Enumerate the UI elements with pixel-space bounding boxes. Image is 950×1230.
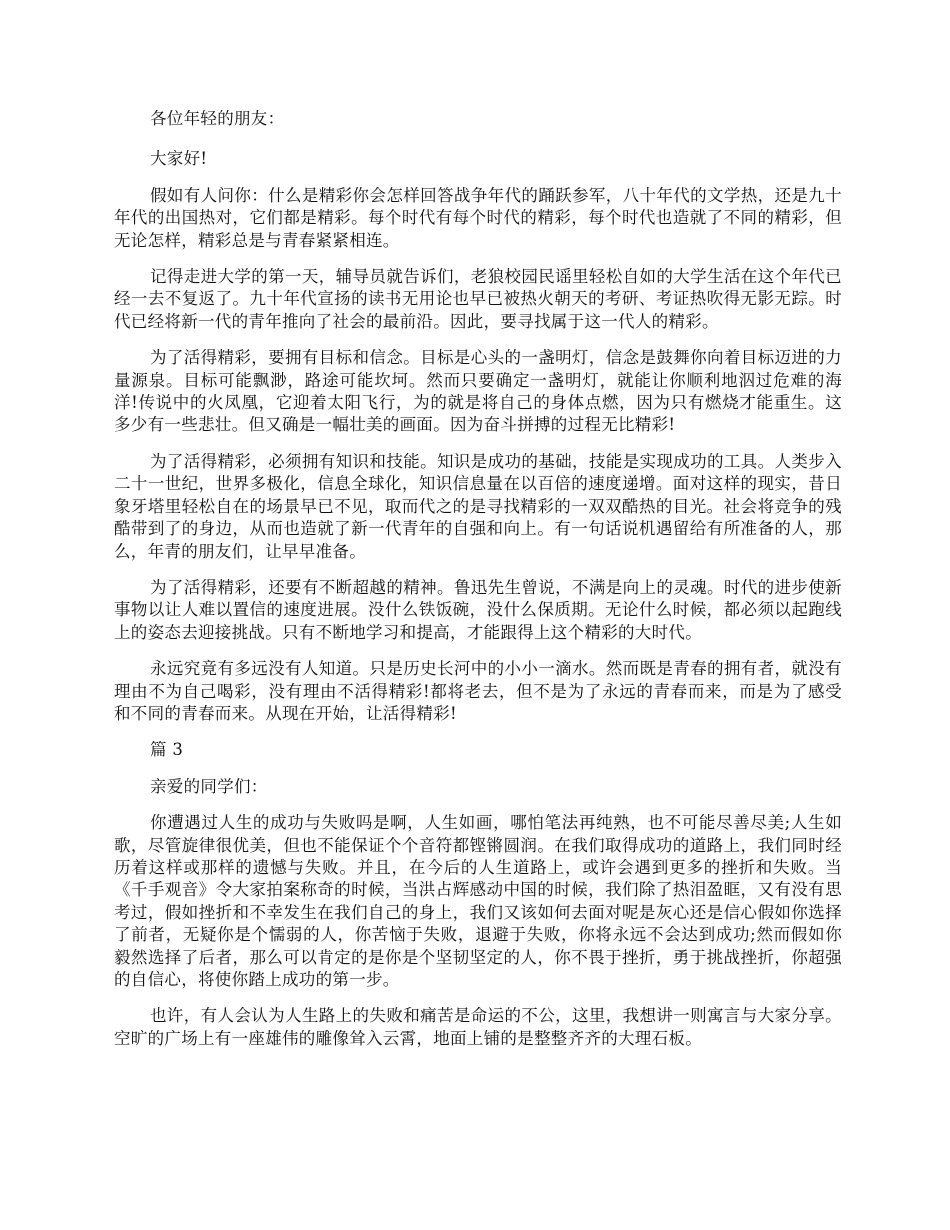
body-paragraph: 你遭遇过人生的成功与失败吗是啊，人生如画，哪怕笔法再纯熟，也不可能尽善尽美;人生如歌，尽管旋律很优美，但也不能保证个个音符都铿锵圆润。在我们取得成功的道路上，我们同时经历着这样或那样的遗憾与失败。并且，在今后的人生道路上，或许会遇到更多的挫折和失败。当《千手观音》令大家拍案称奇的时候，当洪占辉感动中国的时候，我们除了热泪盈眶，又有没有思考过，假如挫折和不幸发生在我们自己的身上，我们又该如何去面对呢是灰心还是信心假如你选择了前者，无疑你是个懦弱的人，你苦恼于失败，退避于失败，你将永远不会达到成功;然而假如你毅然选择了后者，那么可以肯定的是你是个坚韧坚定的人，你不畏于挫折，勇于挑战挫折，你超强的自信心，将使你踏上成功的第一步。 (114, 813, 842, 989)
body-paragraph: 永远究竟有多远没有人知道。只是历史长河中的小小一滴水。然而既是青春的拥有者，就没有理由不为自己喝彩，没有理由不活得精彩!都将老去，但不是为了永远的青春而来，而是为了感受和不同的青春而来。从现在开始，让活得精彩! (114, 659, 842, 723)
salutation-line: 大家好! (150, 149, 208, 169)
body-paragraph: 为了活得精彩，还要有不断超越的精神。鲁迅先生曾说，不满是向上的灵魂。时代的进步使新事物以让人难以置信的速度进展。没什么铁饭碗，没什么保质期。无论什么时候，都必须以起跑线上的姿态去迎接挑战。只有不断地学习和提高，才能跟得上这个精彩的大时代。 (114, 577, 842, 642)
body-paragraph: 假如有人问你：什么是精彩你会怎样回答战争年代的踊跃参军，八十年代的文学热，还是九十年代的出国热对，它们都是精彩。每个时代有每个时代的精彩，每个时代也造就了不同的精彩，但无论怎样，精彩总是与青春紧紧相连。 (114, 185, 842, 250)
salutation-line: 亲爱的同学们： (150, 776, 268, 796)
body-paragraph: 记得走进大学的第一天，辅导员就告诉们，老狼校园民谣里轻松自如的大学生活在这个年代已经一去不复返了。九十年代宣扬的读书无用论也早已被热火朝天的考研、考证热吹得无影无踪。时代已经将新一代的青年推向了社会的最前沿。因此，要寻找属于这一代人的精彩。 (114, 267, 842, 331)
body-paragraph: 为了活得精彩，必须拥有知识和技能。知识是成功的基础，技能是实现成功的工具。人类步入二十一世纪，世界多极化，信息全球化，知识信息量在以百倍的速度递增。面对这样的现实，昔日象牙塔里轻松自在的场景早已不见，取而代之的是寻找精彩的一双双酷热的目光。社会将竞争的残酷带到了的身边，从而也造就了新一代青年的自强和向上。有一句话说机遇留给有所准备的人，那么，年青的朋友们，让早早准备。 (114, 451, 842, 561)
body-paragraph: 也许，有人会认为人生路上的失败和痛苦是命运的不公，这里，我想讲一则寓言与大家分享。空旷的广场上有一座雄伟的雕像耸入云霄，地面上铺的是整整齐齐的大理石板。 (114, 1006, 842, 1048)
section-heading: 篇 3 (150, 740, 184, 760)
document-page (114, 108, 842, 1050)
greeting-line: 各位年轻的朋友： (150, 109, 285, 128)
body-paragraph: 为了活得精彩，要拥有目标和信念。目标是心头的一盏明灯，信念是鼓舞你向着目标迈进的力量源泉。目标可能飘渺，路途可能坎坷。然而只要确定一盏明灯，就能让你顺利地泅过危难的海洋!传说中的火凤凰，它迎着太阳飞行，为的就是将自己的身体点燃，因为只有燃烧才能重生。这多少有一些悲壮。但又确是一幅壮美的画面。因为奋斗拼搏的过程无比精彩! (114, 348, 842, 435)
